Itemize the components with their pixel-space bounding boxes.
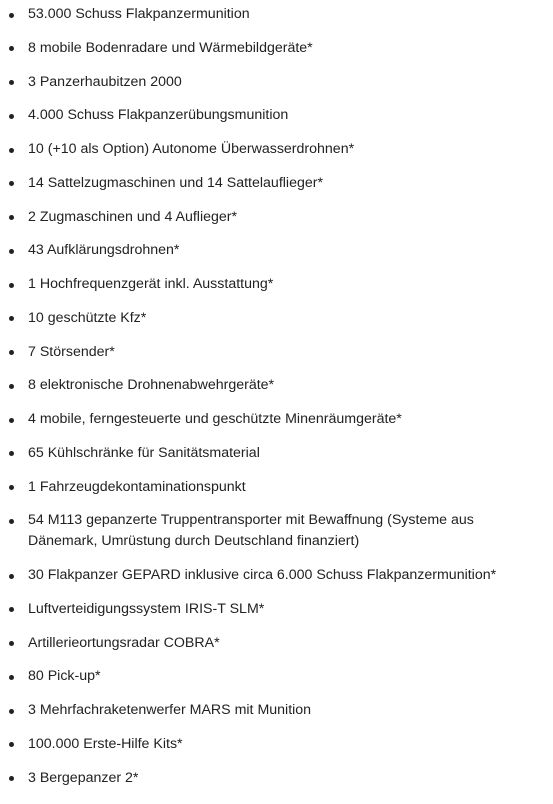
list-item-text: 4.000 Schuss Flakpanzerübungsmunition [28, 107, 289, 124]
bullet-icon [9, 675, 14, 680]
list-item-text: 4 mobile, ferngesteuerte und geschützte Minenräumgeräte* [28, 411, 402, 427]
bullet-icon [9, 574, 14, 579]
list-item [0, 173, 553, 194]
list-item [0, 72, 553, 93]
list-item [0, 734, 553, 755]
list-item [0, 510, 553, 552]
list-item [0, 240, 553, 261]
list-item-text: 8 mobile Bodenradare und Wärmebildgeräte* [28, 39, 313, 56]
bullet-icon [9, 742, 14, 747]
list-item [0, 274, 553, 295]
list-item [0, 139, 553, 160]
list-item [0, 105, 553, 126]
bullet-icon [9, 519, 14, 524]
list-item-text: 1 Fahrzeugdekontaminationspunkt [28, 478, 246, 495]
list-item [0, 633, 553, 654]
list-item [0, 342, 553, 363]
bullet-icon [9, 215, 14, 220]
list-item [0, 599, 553, 620]
bullet-icon [9, 80, 14, 85]
bullet-icon [9, 384, 14, 389]
list-item [0, 477, 553, 498]
bullet-icon [9, 418, 14, 423]
list-item [0, 207, 553, 228]
bullet-icon [9, 451, 14, 456]
list-item [0, 768, 553, 789]
bullet-icon [9, 316, 14, 321]
bullet-icon [9, 181, 14, 186]
list-item-text: 3 Mehrfachraketenwerfer MARS mit Munition [28, 702, 312, 718]
bullet-icon [9, 350, 14, 355]
list-item [0, 38, 553, 59]
list-item-text: 14 Sattelzugmaschinen und 14 Sattelauflieger* [28, 174, 323, 191]
list-item-text: 80 Pick-up* [28, 668, 101, 685]
bullet-icon [9, 641, 14, 646]
list-item-text: 30 Flakpanzer GEPARD inklusive circa 6.000 Schuss Flakpanzermunition* [28, 567, 497, 583]
list-item [0, 409, 553, 430]
list-item-text: 65 Kühlschränke für Sanitätsmaterial [28, 444, 260, 461]
list-item [0, 565, 553, 586]
list-item-text: 1 Hochfrequenzgerät inkl. Ausstattung* [28, 276, 274, 292]
list-item-text: 100.000 Erste-Hilfe Kits* [28, 735, 183, 752]
list-item [0, 375, 553, 396]
list-item-text: 3 Bergepanzer 2* [28, 769, 139, 786]
list-item-text: Artillerieortungsradar COBRA* [28, 634, 220, 651]
list-item-text: Luftverteidigungssystem IRIS-T SLM* [28, 600, 265, 617]
list-item [0, 700, 553, 721]
equipment-list [0, 4, 553, 789]
bullet-icon [9, 776, 14, 781]
list-item-text: 2 Zugmaschinen und 4 Auflieger* [28, 208, 238, 225]
list-item-text: 10 geschützte Kfz* [28, 309, 147, 326]
bullet-icon [9, 148, 14, 153]
bullet-icon [9, 283, 14, 288]
list-item [0, 443, 553, 464]
bullet-icon [9, 607, 14, 612]
bullet-icon [9, 114, 14, 119]
list-item-text: 53.000 Schuss Flakpanzermunition [28, 6, 250, 22]
bullet-icon [9, 485, 14, 490]
list-item-text: 43 Aufklärungsdrohnen* [28, 242, 180, 259]
bullet-icon [9, 709, 14, 714]
list-item [0, 308, 553, 329]
list-item [0, 4, 553, 25]
bullet-icon [9, 46, 14, 51]
bullet-icon [9, 13, 14, 18]
list-item [0, 666, 553, 687]
list-item-text: 8 elektronische Drohnenabwehrgeräte* [28, 377, 275, 394]
list-item-text: 7 Störsender* [28, 343, 115, 360]
list-item-text: 10 (+10 als Option) Autonome Überwasserdrohnen* [28, 141, 355, 157]
list-item-text: 54 M113 gepanzerte Truppentransporter mit Bewaffnung (Systeme aus Dänemark, Umrüstung durch Deutschland finanziert) [28, 512, 474, 550]
list-item-text: 3 Panzerhaubitzen 2000 [28, 73, 182, 90]
bullet-icon [9, 249, 14, 254]
